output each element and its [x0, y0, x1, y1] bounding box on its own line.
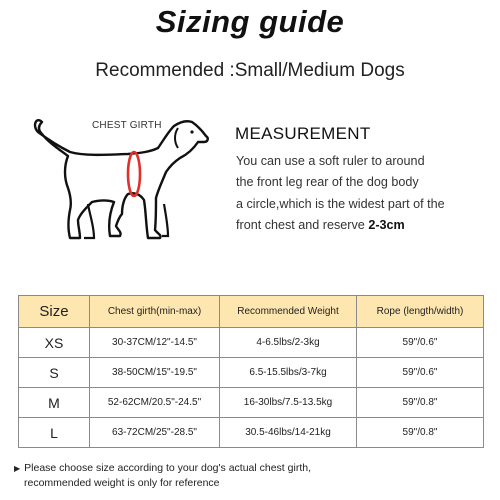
- table-row: [19, 388, 484, 418]
- measurement-line: [236, 215, 486, 236]
- weight-cell: 6.5-15.5lbs/3-7kg: [220, 358, 357, 388]
- size-table: [18, 295, 484, 448]
- dog-diagram: [28, 108, 228, 258]
- weight-cell: 4-6.5lbs/2-3kg: [220, 328, 357, 358]
- page-subtitle: Recommended :Small/Medium Dogs: [95, 60, 405, 81]
- page-title: Sizing guide: [155, 4, 345, 39]
- size-cell: M: [19, 388, 90, 418]
- measurement-line: a circle,which is the widest part of the: [236, 196, 445, 211]
- rope-cell: 59"/0.6": [357, 328, 484, 358]
- chest-girth-cell: 38-50CM/15"-19.5": [90, 358, 220, 388]
- footnote: [14, 461, 311, 491]
- chest-girth-label: CHEST GIRTH: [92, 120, 162, 131]
- measurement-description: [236, 151, 486, 236]
- measurement-line-text: front chest and reserve: [236, 217, 369, 232]
- header-rope: Rope (length/width): [357, 296, 484, 328]
- chest-girth-cell: 30-37CM/12"-14.5": [90, 328, 220, 358]
- rope-cell: 59"/0.6": [357, 358, 484, 388]
- chest-girth-cell: 63-72CM/25"-28.5": [90, 418, 220, 448]
- footnote-line-2: recommended weight is only for reference: [24, 477, 220, 489]
- header-weight: Recommended Weight: [220, 296, 357, 328]
- table-header-row: [19, 296, 484, 328]
- chest-girth-cell: 52-62CM/20.5"-24.5": [90, 388, 220, 418]
- measurement-line: the front leg rear of the dog body: [236, 175, 419, 190]
- measurement-heading: MEASUREMENT: [235, 124, 371, 143]
- footnote-line-1: Please choose size according to your dog's actual chest girth,: [24, 462, 311, 474]
- rope-cell: 59"/0.8": [357, 388, 484, 418]
- size-cell: XS: [19, 328, 90, 358]
- size-cell: S: [19, 358, 90, 388]
- rope-cell: 59"/0.8": [357, 418, 484, 448]
- header-size: Size: [19, 296, 90, 328]
- measurement-line: You can use a soft ruler to around: [236, 154, 425, 168]
- weight-cell: 30.5-46lbs/14-21kg: [220, 418, 357, 448]
- header-chest-girth: Chest girth(min-max): [90, 296, 220, 328]
- table-row: [19, 418, 484, 448]
- reserve-amount: 2-3cm: [368, 217, 405, 232]
- weight-cell: 16-30lbs/7.5-13.5kg: [220, 388, 357, 418]
- bullet-triangle-icon: ▶: [14, 464, 21, 473]
- table-row: [19, 358, 484, 388]
- table-row: [19, 328, 484, 358]
- size-cell: L: [19, 418, 90, 448]
